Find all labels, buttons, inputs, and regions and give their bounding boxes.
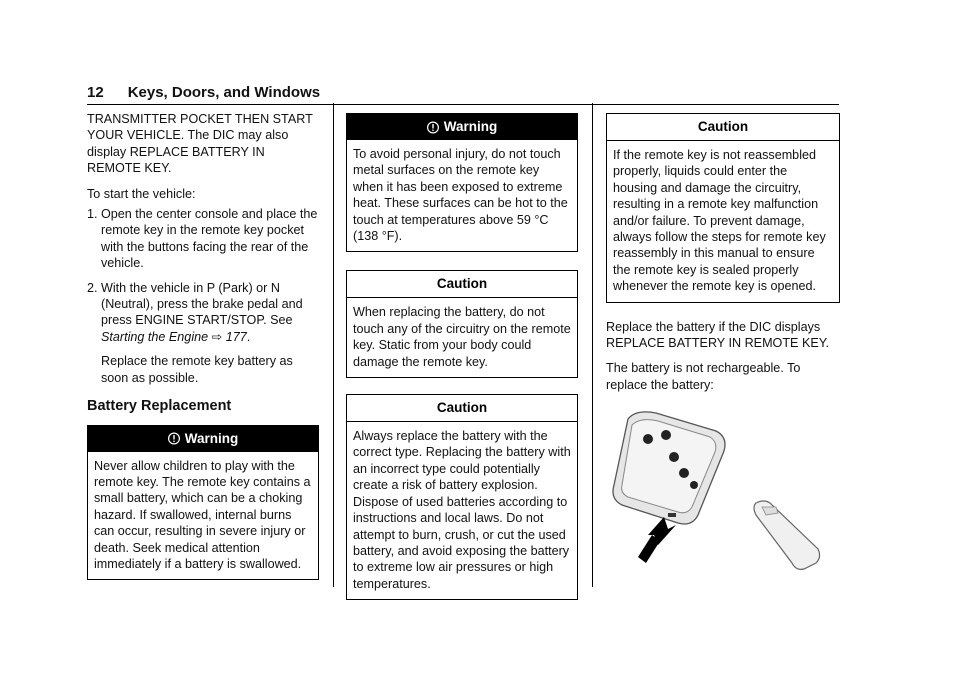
battery-replacement-heading: Battery Replacement xyxy=(87,398,232,415)
caution-header: Caution xyxy=(607,114,839,141)
column-divider-1 xyxy=(333,103,334,587)
panic-button-icon xyxy=(690,481,698,489)
warning-title: Warning xyxy=(184,430,239,446)
step-note: Replace the remote key battery as soon as possible. xyxy=(101,354,293,385)
unlock-button-icon xyxy=(661,430,671,440)
start-steps xyxy=(87,206,319,386)
trunk-button-icon xyxy=(679,468,689,478)
page-ref[interactable]: 177 xyxy=(225,329,247,344)
remote-start-button-icon xyxy=(669,452,679,462)
column-1 xyxy=(87,111,319,596)
release-slot xyxy=(668,513,676,517)
page-number: 12 xyxy=(87,84,104,101)
cross-reference-link[interactable]: Starting the Engine xyxy=(101,329,209,344)
caution-header: Caution xyxy=(347,271,577,298)
page-ref-arrow-icon: ⇨ xyxy=(211,329,223,344)
caution-body: When replacing the battery, do not touch any of the circuitry on the remote key. Static from your body could damage the remote key. xyxy=(353,305,571,369)
caution-body: Always replace the battery with the correct type. Replacing the battery with an incorrect type could potentially create a risk of battery explosion. Dispose of used batteries according to instructions and local laws. Do not attempt to burn, crush, or cut the used battery, and avoid exposing the battery to extreme low air pressures or high temperatures. xyxy=(353,429,571,591)
step-2 xyxy=(87,280,319,386)
key-blade xyxy=(754,501,820,569)
step-text: With the vehicle in P (Park) or N (Neutral), press the brake pedal and press ENGINE START/STOP. See xyxy=(101,280,303,328)
section-title: Keys, Doors, and Windows xyxy=(127,84,321,101)
column-divider-2 xyxy=(592,103,593,587)
warning-body: Never allow children to play with the remote key. The remote key contains a small battery, which can be a choking hazard. If swallowed, internal burns can occur, resulting in severe injury or death. Seek medical attention immediately if a battery is swallowed. xyxy=(94,458,311,571)
warning-icon xyxy=(427,121,439,134)
caution-box-battery-type xyxy=(346,394,578,600)
column-3 xyxy=(606,113,840,567)
warning-box-heat xyxy=(346,113,578,252)
pointer-arrow-shaft xyxy=(638,535,660,563)
warning-header xyxy=(88,426,318,452)
step-number: 1. xyxy=(87,207,98,222)
step-end: . xyxy=(246,329,251,344)
warning-icon xyxy=(168,432,180,445)
page-header xyxy=(87,84,839,102)
start-lead: To start the vehicle: xyxy=(87,186,196,201)
caution-header: Caution xyxy=(347,395,577,422)
key-fob xyxy=(613,412,725,524)
column-2 xyxy=(346,113,578,616)
caution-box-circuitry xyxy=(346,270,578,378)
intro-paragraph: TRANSMITTER POCKET THEN START YOUR VEHICLE. The DIC may also display REPLACE BATTERY IN REMOTE KEY. xyxy=(87,112,313,176)
caution-body: If the remote key is not reassembled properly, liquids could enter the housing and damage the circuitry, resulting in a remote key malfunction and/or failure. To prevent damage, always follow the steps for remote key reassembly in this manual to ensure the remote key is sealed properly whenever the remote key is opened. xyxy=(613,148,826,294)
warning-body: To avoid personal injury, do not touch metal surfaces on the remote key when it has been exposed to extreme heat. These surfaces can be hot to the touch at temperatures above 59 °C (138 °F). xyxy=(353,147,568,244)
lock-button-icon xyxy=(643,434,653,444)
remote-key-figure xyxy=(606,407,840,577)
caution-box-reassembly xyxy=(606,113,840,303)
step-1 xyxy=(87,206,319,272)
step-text: Open the center console and place the remote key in the remote key pocket with the buttons facing the rear of the vehicle. xyxy=(101,207,318,271)
replace-battery-paragraph: Replace the battery if the DIC displays REPLACE BATTERY IN REMOTE KEY. xyxy=(606,319,830,351)
not-rechargeable-paragraph: The battery is not rechargeable. To replace the battery: xyxy=(606,361,801,392)
warning-title: Warning xyxy=(443,119,498,134)
step-number: 2. xyxy=(87,280,98,295)
warning-header xyxy=(347,114,577,140)
remote-key-illustration xyxy=(606,407,840,567)
warning-box-children xyxy=(87,425,319,581)
header-rule xyxy=(87,104,839,105)
